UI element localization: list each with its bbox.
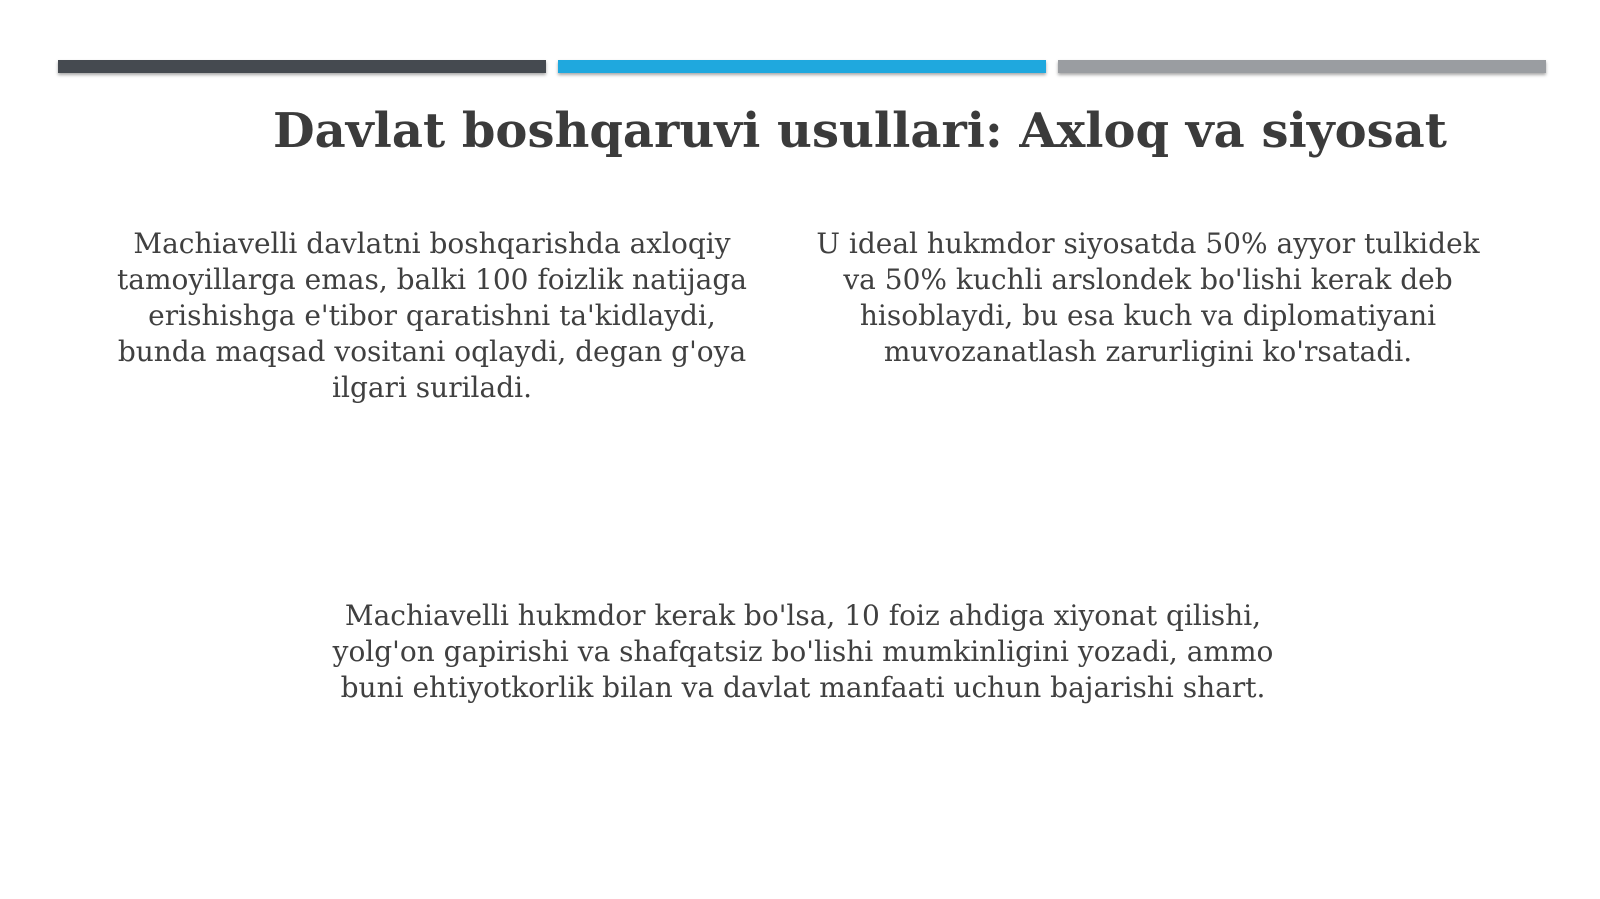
header-bar-blue	[558, 60, 1046, 73]
header-bar-dark	[58, 60, 546, 73]
paragraph-left: Machiavelli davlatni boshqarishda axloqiy tamoyillarga emas, balki 100 foizlik natijaga erishishga e'tibor qaratishni ta'kidlaydi, bunda maqsad vositani oqlaydi, degan g'oya ilgari suriladi.	[117, 227, 747, 404]
header-bar-gray	[1058, 60, 1546, 73]
slide-title: Davlat boshqaruvi usullari: Axloq va siyosat	[273, 103, 1447, 159]
paragraph-bottom: Machiavelli hukmdor kerak bo'lsa, 10 foiz ahdiga xiyonat qilishi, yolg'on gapirishi va shafqatsiz bo'lishi mumkinligini yozadi, ammo buni ehtiyotkorlik bilan va davlat manfaati uchun bajarishi shart.	[332, 599, 1274, 704]
paragraph-right: U ideal hukmdor siyosatda 50% ayyor tulkidek va 50% kuchli arslondek bo'lishi kerak deb hisoblaydi, bu esa kuch va diplomatiyani muvozanatlash zarurligini ko'rsatadi.	[816, 227, 1480, 368]
